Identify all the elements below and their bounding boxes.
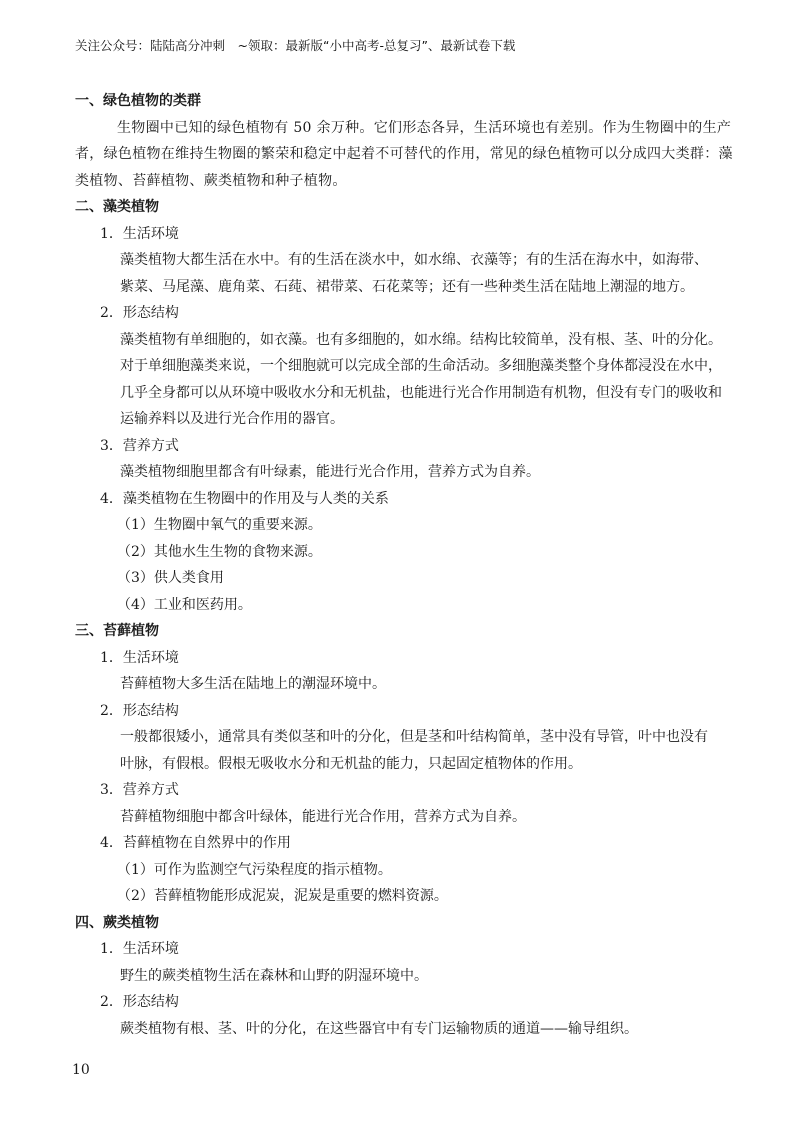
paragraph: 苔藓植物细胞中都含叶绿体，能进行光合作用，营养方式为自养。 [120,808,526,825]
list-item: 1．生活环境 [100,941,179,957]
document-body [75,88,735,1042]
paragraph: 藻类植物细胞里都含有叶绿素，能进行光合作用，营养方式为自养。 [120,464,540,480]
sub-item: （2）苔藓植物能形成泥炭，泥炭是重要的燃料资源。 [117,888,448,904]
list-item: 2．形态结构 [100,702,179,719]
paragraph: 生物圈中已知的绿色植物有 50 余万种。它们形态各异，生活环境也有差别。作为生物圈中的生产者，绿色植物在维持生物圈的繁荣和稳定中起着不可替代的作用，常见的绿色植物可以分成四大类群：藻类植物、苔藓植物、蕨类植物和种子植物。 [75,119,733,189]
sub-item: （4）工业和医药用。 [117,596,252,613]
paragraph: 野生的蕨类植物生活在森林和山野的阴湿环境中。 [120,967,428,984]
section-heading-moss: 三、苔藓植物 [75,623,159,639]
list-item: 3．营养方式 [100,437,179,454]
list-item: 1．生活环境 [100,649,179,666]
paragraph: 蕨类植物有根、茎、叶的分化，在这些器官中有专门运输物质的通道——输导组织。 [120,1020,638,1037]
list-item: 1．生活环境 [100,225,179,242]
list-item: 2．形态结构 [100,994,179,1010]
list-item: 2．形态结构 [100,305,179,321]
sub-item: （2）其他水生生物的食物来源。 [117,543,322,560]
section-heading-green-plants: 一、绿色植物的类群 [75,93,201,109]
section-heading-algae: 二、藻类植物 [75,199,159,215]
list-item: 3．营养方式 [100,782,179,798]
page-number: 10 [72,1062,90,1078]
list-item: 4．苔藓植物在自然界中的作用 [100,835,291,851]
paragraph: 藻类植物大都生活在水中。有的生活在淡水中，如水绵、衣藻等；有的生活在海水中，如海带、紫菜、马尾藻、鹿角菜、石莼、裙带菜、石花菜等；还有一些种类生活在陆地上潮湿的地方。 [120,252,708,295]
section-heading-ferns: 四、蕨类植物 [75,914,159,931]
sub-item: （3）供人类食用 [117,570,224,586]
sub-item: （1）可作为监测空气污染程度的指示植物。 [117,861,392,878]
paragraph: 一般都很矮小，通常具有类似茎和叶的分化，但是茎和叶结构简单，茎中没有导管，叶中也没有叶脉，有假根。假根无吸收水分和无机盐的能力，只起固定植物体的作用。 [120,729,708,772]
paragraph: 苔藓植物大多生活在陆地上的潮湿环境中。 [120,676,386,692]
paragraph: 藻类植物有单细胞的，如衣藻。也有多细胞的，如水绵。结构比较简单，没有根、茎、叶的分化。对于单细胞藻类来说，一个细胞就可以完成全部的生命活动。多细胞藻类整个身体都浸没在水中，几乎全身都可以从环境中吸收水分和无机盐，也能进行光合作用制造有机物，但没有专门的吸收和运输养料以及进行光合作用的器官。 [120,331,722,427]
sub-item: （1）生物圈中氧气的重要来源。 [117,517,322,533]
list-item: 4．藻类植物在生物圈中的作用及与人类的关系 [100,490,389,507]
page-header: 关注公众号：陆陆高分冲刺 ~领取：最新版“小中高考-总复习”、最新试卷下载 [75,38,516,53]
